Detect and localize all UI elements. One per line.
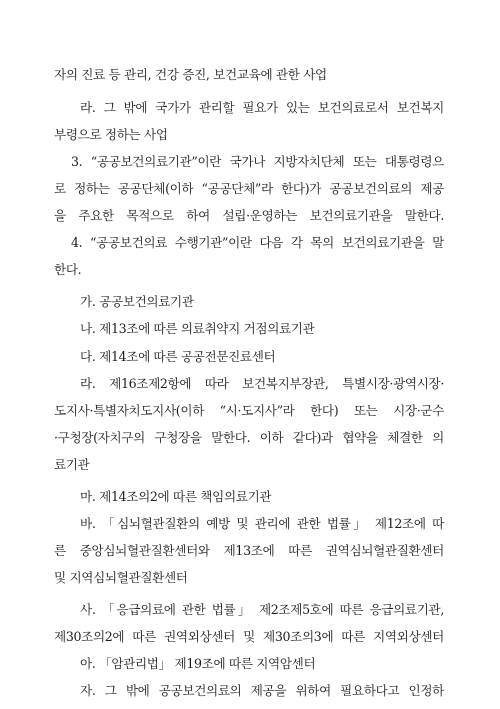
text-line: 을 주요한 목적으로 하여 설립·운영하는 보건의료기관을 말한다. [54, 208, 444, 223]
text-line: 라. 그 밖에 국가가 관리할 필요가 있는 보건의료로서 보건복지 [80, 100, 444, 115]
text-line: 한다. [54, 262, 82, 277]
text-line: ·구청장(자치구의 구청장을 말한다. 이하 같다)과 협약을 체결한 의 [54, 430, 444, 445]
text-line: 부령으로 정하는 사업 [54, 127, 168, 142]
text-line: 사. 「응급의료에 관한 법률」 제2조제5호에 따른 응급의료기관, [80, 602, 444, 617]
text-line: 마. 제14조의2에 따른 책임의료기관 [80, 489, 272, 504]
text-line: 라. 제16조제2항에 따라 보건복지부장관, 특별시장·광역시장· [80, 376, 444, 391]
text-line: 제30조의2에 따른 권역외상센터 및 제30조의3에 따른 지역외상센터 [54, 629, 444, 644]
text-line: 자. 그 밖에 공공보건의료의 제공을 위하여 필요하다고 인정하 [80, 683, 444, 698]
text-line: 른 중앙심뇌혈관질환센터와 제13조에 따른 권역심뇌혈관질환센터 [54, 543, 444, 558]
text-line: 4. “공공보건의료 수행기관”이란 다음 각 목의 보건의료기관을 말 [71, 235, 444, 250]
text-line: 로 정하는 공공단체(이하 “공공단체”라 한다)가 공공보건의료의 제공 [54, 181, 444, 196]
text-line: 3. “공공보건의료기관”이란 국가나 지방자치단체 또는 대통령령으 [71, 154, 444, 169]
text-line: 및 지역심뇌혈관질환센터 [54, 570, 188, 585]
text-line: 나. 제13조에 따른 의료취약지 거점의료기관 [80, 321, 315, 336]
text-line: 자의 진료 등 관리, 건강 증진, 보건교육에 관한 사업 [54, 67, 327, 82]
text-line: 도지사·특별자치도지사(이하 “시·도지사”라 한다) 또는 시장·군수 [54, 403, 444, 418]
text-line: 아. 「암관리법」 제19조에 따른 지역암센터 [80, 656, 316, 671]
text-line: 바. 「심뇌혈관질환의 예방 및 관리에 관한 법률」 제12조에 따 [80, 516, 444, 531]
text-line: 가. 공공보건의료기관 [80, 294, 194, 309]
text-line: 료기관 [54, 457, 90, 472]
text-line: 다. 제14조에 따른 공공전문진료센터 [80, 349, 276, 364]
